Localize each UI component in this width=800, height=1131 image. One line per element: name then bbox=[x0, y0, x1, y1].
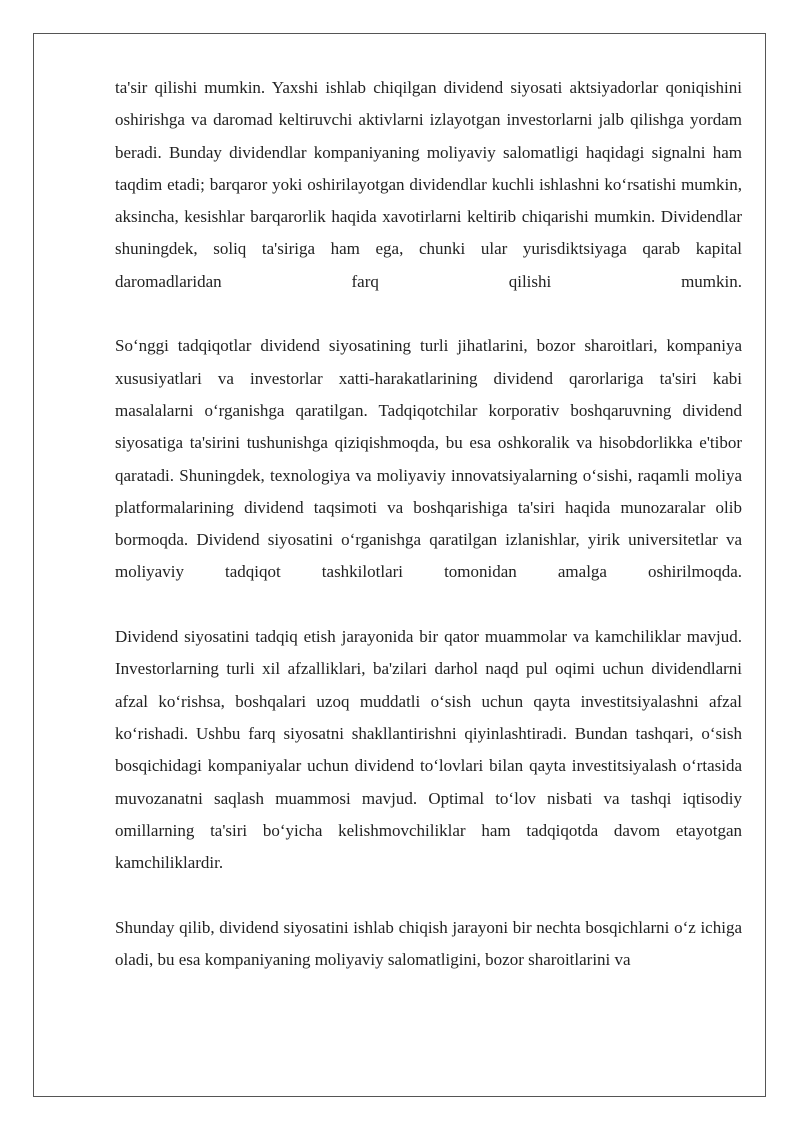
paragraph-dividend-policy-effects: ta'sir qilishi mumkin. Yaxshi ishlab chiqilgan dividend siyosati aktsiyadorlar qoniqishini oshirishga va daromad keltiruvchi aktivlarni izlayotgan investorlarni jalb qilishga yordam beradi. Bunday dividendlar kompaniyaning moliyaviy salomatligi haqidagi signalni ham taqdim etadi; barqaror yoki oshirilayotgan dividendlar kuchli ishlashni ko‘rsatishi mumkin, aksincha, kesishlar barqarorlik haqida xavotirlarni keltirib chiqarishi mumkin. Dividendlar shuningdek, soliq ta'siriga ham ega, chunki ular yurisdiktsiyaga qarab kapital daromadlaridan farq qilishi mumkin. bbox=[115, 78, 742, 291]
paragraph-conclusion: Shunday qilib, dividend siyosatini ishlab chiqish jarayoni bir nechta bosqichlarni o‘z ichiga oladi, bu esa kompaniyaning moliyaviy salomatligini, bozor sharoitlarini va bbox=[115, 917, 742, 970]
paragraph-recent-research: So‘nggi tadqiqotlar dividend siyosatining turli jihatlarini, bozor sharoitlari, kompaniya xususiyatlari va investorlar xatti-harakatlarining dividend qarorlariga ta'siri kabi masalalarni o‘rganishga qaratilgan. Tadqiqotchilar korporativ boshqaruvning dividend siyosatiga ta'sirini tushunishga qiziqishmoqda, bu esa oshkoralik va hisobdorlikka e'tibor qaratadi. Shuningdek, texnologiya va moliyaviy innovatsiyalarning o‘sishi, raqamli moliya platformalarining dividend taqsimoti va boshqarishiga ta'siri haqida munozaralar olib bormoqda. Dividend siyosatini o‘rganishga qaratilgan izlanishlar, yirik universitetlar va moliyaviy tadqiqot tashkilotlari tomonidan amalga oshirilmoqda. bbox=[115, 336, 742, 582]
paragraph-research-challenges: Dividend siyosatini tadqiq etish jarayonida bir qator muammolar va kamchiliklar mavjud. Investorlarning turli xil afzalliklari, ba'zilari darhol naqd pul oqimi uchun dividendlarni afzal ko‘rishsa, boshqalari uzoq muddatli o‘sish uchun qayta investitsiyalashni afzal ko‘rishadi. Ushbu farq siyosatni shakllantirishni qiyinlashtiradi. Bundan tashqari, o‘sish bosqichidagi kompaniyalar uchun dividend to‘lovlari bilan qayta investitsiyalash o‘rtasida muvozanatni saqlash muammosi mavjud. Optimal to‘lov nisbati va tashqi iqtisodiy omillarning ta'siri bo‘yicha kelishmovchiliklar ham tadqiqotda davom etayotgan kamchiliklardir. bbox=[115, 627, 742, 873]
document-body bbox=[115, 72, 742, 976]
